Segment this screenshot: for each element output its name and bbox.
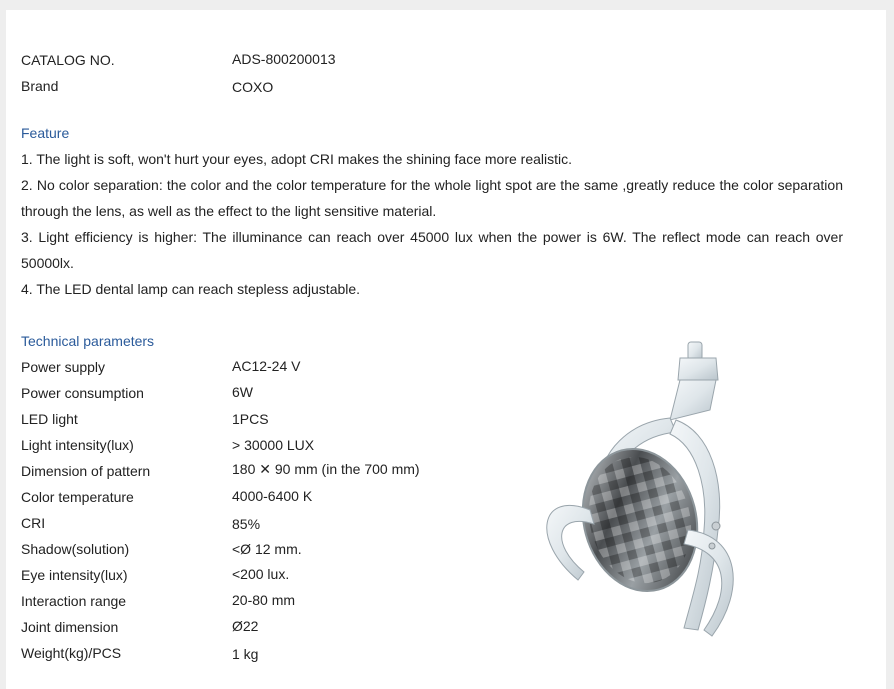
feature-item-3: 3. Light efficiency is higher: The illuminance can reach over 45000 lux when the power is 6W. The reflect mode can reach over 50000lx. — [21, 229, 843, 271]
tech-label-joint-dimension: Joint dimension — [21, 619, 119, 635]
feature-item-1: 1. The light is soft, won't hurt your eyes, adopt CRI makes the shining face more realistic. — [21, 151, 573, 167]
lamp-neck — [670, 380, 716, 420]
tech-value-joint-dimension: Ø22 — [232, 618, 259, 634]
tech-label-cri: CRI — [21, 515, 46, 531]
tech-value-cri: 85% — [232, 516, 261, 532]
lamp-reflector — [575, 445, 705, 595]
tech-value-interaction-range: 20-80 mm — [232, 592, 296, 608]
tech-label-light-intensity: Light intensity(lux) — [21, 437, 134, 453]
tech-label-power-supply: Power supply — [21, 359, 106, 375]
tech-label-shadow: Shadow(solution) — [21, 541, 130, 557]
tech-label-power-consumption: Power consumption — [21, 385, 144, 401]
catalog-value: ADS-800200013 — [232, 51, 336, 67]
mount-joint — [678, 358, 718, 380]
lamp-handle-left — [547, 505, 594, 580]
feature-item-2: 2. No color separation: the color and the color temperature for the whole light spot are the same ,greatly reduce the color separation through the lens, as well as the effect to the light sensitive material. — [21, 177, 843, 219]
knob-lower — [709, 543, 715, 549]
tech-label-interaction-range: Interaction range — [21, 593, 127, 609]
tech-value-dimension: 180 ✕ 90 mm (in the 700 mm) — [232, 461, 420, 477]
tech-label-eye-intensity: Eye intensity(lux) — [21, 567, 128, 583]
tech-value-color-temperature: 4000-6400 K — [232, 488, 313, 504]
mount-cap — [688, 342, 702, 360]
catalog-label: CATALOG NO. — [21, 52, 115, 68]
brand-value: COXO — [232, 79, 274, 95]
feature-item-4: 4. The LED dental lamp can reach stepless adjustable. — [21, 281, 361, 297]
tech-label-led-light: LED light — [21, 411, 78, 427]
tech-label-dimension: Dimension of pattern — [21, 463, 151, 479]
tech-value-shadow: <Ø 12 mm. — [232, 541, 302, 557]
feature-heading: Feature — [21, 125, 70, 141]
dental-lamp-icon — [520, 340, 760, 640]
brand-label: Brand — [21, 78, 59, 94]
tech-value-eye-intensity: <200 lux. — [232, 566, 290, 582]
tech-value-led-light: 1PCS — [232, 411, 269, 427]
tech-value-weight: 1 kg — [232, 646, 259, 662]
tech-value-power-supply: AC12-24 V — [232, 358, 301, 374]
tech-value-light-intensity: > 30000 LUX — [232, 437, 315, 453]
tech-value-power-consumption: 6W — [232, 384, 253, 400]
tech-label-weight: Weight(kg)/PCS — [21, 645, 122, 661]
tech-label-color-temperature: Color temperature — [21, 489, 134, 505]
knob-upper — [712, 522, 720, 530]
tech-heading: Technical parameters — [21, 333, 155, 349]
